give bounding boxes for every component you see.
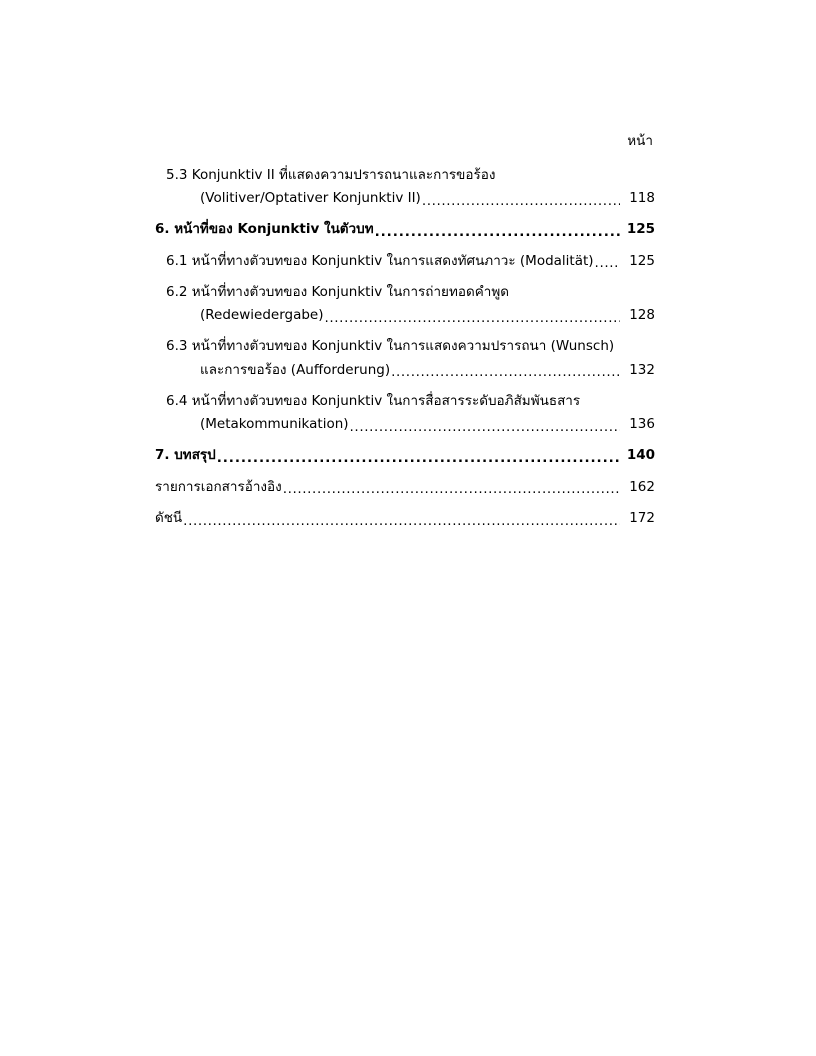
toc-entry-label: ดัชนี (155, 509, 183, 526)
toc-entry-label: รายการเอกสารอ้างอิง (155, 478, 282, 495)
toc-entry-label: และการขอร้อง (Aufforderung) (200, 361, 391, 378)
toc-entry-row[interactable] (155, 188, 655, 208)
toc-entry-row[interactable] (155, 360, 655, 380)
toc-entry-row[interactable] (155, 251, 655, 271)
toc-page-number: 172 (629, 509, 655, 526)
dot-leader (510, 289, 620, 303)
toc-entry-label: 7. บทสรุป (155, 447, 216, 464)
toc-entry-label: 6.1 หน้าที่ทางตัวบทของ Konjunktiv ในการแสดงทัศนภาวะ (Modalität) (166, 252, 594, 269)
toc-entry-row[interactable] (155, 219, 655, 239)
toc-entry-row[interactable] (155, 414, 655, 434)
dot-leader (581, 398, 620, 412)
dot-leader (350, 421, 620, 435)
toc-page-number: 125 (626, 221, 655, 238)
dot-leader (283, 483, 620, 497)
toc-entry-label: 6.4 หน้าที่ทางตัวบทของ Konjunktiv ในการสื่อสารระดับอภิสัมพันธสาร (166, 392, 581, 409)
toc-entry-label: (Volitiver/Optativer Konjunktiv II) (200, 190, 421, 207)
toc-entry-label: (Metakommunikation) (200, 416, 349, 433)
toc-page-number: 132 (629, 361, 655, 378)
toc-entry-row[interactable] (155, 305, 655, 325)
toc-entry-row[interactable] (155, 391, 655, 411)
toc-entry-label: 5.3 Konjunktiv II ที่แสดงความปรารถนาและการขอร้อง (166, 166, 496, 183)
toc-entry-label: 6.3 หน้าที่ทางตัวบทของ Konjunktiv ในการแสดงความปรารถนา (Wunsch) (166, 338, 615, 355)
dot-leader (217, 452, 620, 466)
toc-page-number: 125 (629, 252, 655, 269)
toc-page-number: 162 (629, 478, 655, 495)
toc-entry-row[interactable] (155, 165, 655, 185)
dot-leader (422, 195, 620, 209)
toc-entry-row[interactable] (155, 336, 655, 356)
dot-leader (615, 343, 620, 357)
toc-page-number: 140 (626, 447, 655, 464)
dot-leader (183, 515, 620, 529)
toc-entry-label: 6.2 หน้าที่ทางตัวบทของ Konjunktiv ในการถ่ายทอดคำพูด (166, 283, 510, 300)
dot-leader (391, 366, 620, 380)
toc-entry-row[interactable] (155, 508, 655, 528)
toc-page-number: 136 (629, 416, 655, 433)
toc-entry-row[interactable] (155, 282, 655, 302)
toc-entry-row[interactable] (155, 445, 655, 465)
toc-entry-row[interactable] (155, 477, 655, 497)
dot-leader (375, 226, 620, 240)
toc-entry-label: (Redewiedergabe) (200, 307, 324, 324)
table-of-contents (155, 132, 655, 539)
page-column-header: หน้า (627, 133, 653, 149)
toc-page-number: 128 (629, 307, 655, 324)
toc-entry-label: 6. หน้าที่ของ Konjunktiv ในตัวบท (155, 221, 374, 238)
dot-leader (496, 172, 620, 186)
dot-leader (325, 312, 621, 326)
toc-entry-list (155, 165, 655, 528)
toc-page-number: 118 (629, 190, 655, 207)
dot-leader (595, 257, 620, 271)
